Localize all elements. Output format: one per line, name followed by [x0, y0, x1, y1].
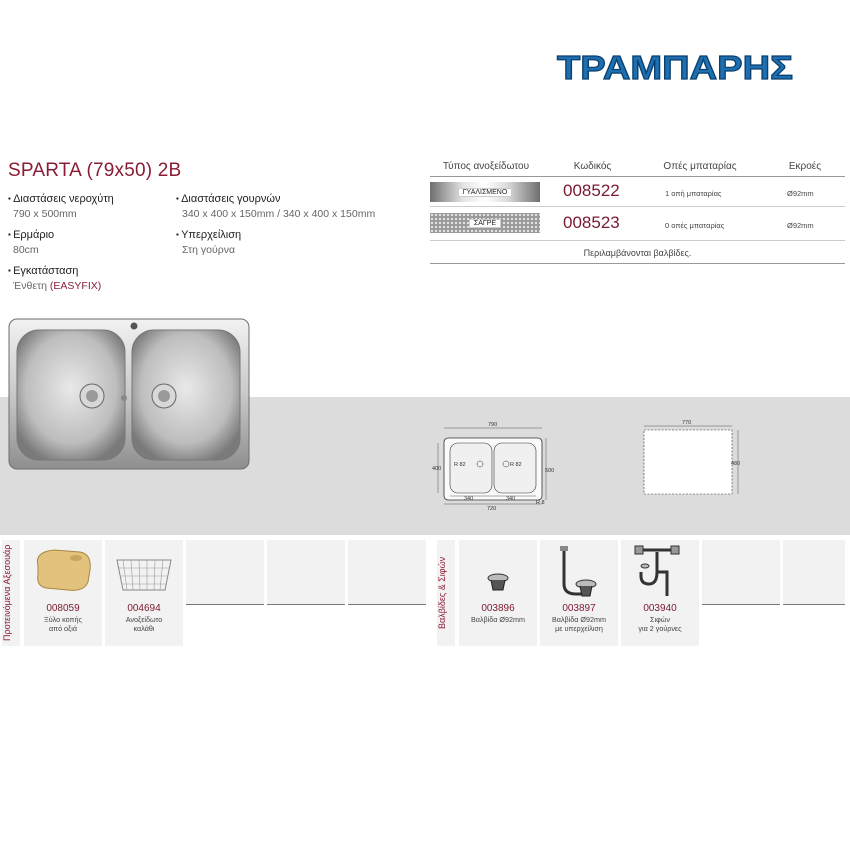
cutout-height: 480 — [731, 461, 741, 467]
spec-label-cabinet: ▪ Ερμάριο — [8, 229, 54, 241]
dim-bowl-height: 400 — [432, 466, 442, 472]
accessory-desc: Ξύλο κοπής — [44, 615, 82, 624]
empty-slot — [702, 540, 780, 605]
valve-card[interactable] — [621, 540, 699, 646]
row-divider — [430, 206, 845, 207]
product-title: SPARTA (79x50) 2B — [8, 160, 182, 181]
accessories-label: Προτεινόμενα Αξεσουάρ — [2, 544, 12, 642]
variant-tap-holes: 0 οπές μπαταρίας — [665, 221, 725, 230]
dim-bowl-radius: R 82 — [454, 462, 466, 468]
finish-label-satin: ΣΑΓΡΕ — [469, 219, 501, 228]
finish-label-polished: ΓΥΑΛΙΣΜΕΝΟ — [458, 188, 513, 197]
table-divider — [430, 176, 845, 177]
empty-slot — [348, 540, 426, 605]
valve-desc: με υπερχείλιση — [555, 624, 603, 633]
valve-desc: Σιφών — [650, 615, 670, 624]
valve-desc: Βαλβίδα Ø92mm — [552, 615, 606, 624]
accessory-desc: Ανοξείδωτο — [125, 615, 163, 624]
wire-basket-icon — [113, 546, 175, 596]
svg-text:ΤΡΑΜΠΑΡΗΣ: ΤΡΑΜΠΑΡΗΣ — [557, 49, 793, 86]
sink-product-image — [8, 318, 250, 470]
valve-code: 003897 — [562, 603, 596, 614]
row-divider — [430, 240, 845, 241]
finish-swatch-satin — [430, 213, 540, 233]
valves-label-cell — [437, 540, 455, 646]
installation-type: Ένθετη — [13, 280, 47, 292]
accessory-desc: από οξιά — [48, 624, 78, 633]
dim-sink-height: 500 — [545, 468, 555, 474]
header-finish: Τύπος ανοξείδωτου — [442, 161, 530, 172]
spec-label-sink-dimensions: ▪ Διαστάσεις νεροχύτη — [8, 193, 114, 205]
dim-inner-width: 720 — [487, 506, 497, 512]
spec-value-bowl-dimensions: 340 x 400 x 150mm / 340 x 400 x 150mm — [182, 208, 376, 220]
cutout-width: 770 — [682, 420, 692, 426]
spec-label-installation: ▪ Εγκατάσταση — [8, 265, 78, 277]
accessories-label-cell — [2, 540, 20, 646]
overflow-valve-icon — [556, 544, 602, 600]
valve-desc: Βαλβίδα Ø92mm — [471, 615, 525, 624]
header-code: Κωδικός — [573, 161, 612, 172]
installation-system: (EASYFIX) — [49, 280, 102, 292]
valve-code: 003940 — [643, 603, 677, 614]
dim-corner: R 8 — [536, 500, 545, 506]
accessory-card[interactable] — [24, 540, 102, 646]
valve-code: 003896 — [481, 603, 515, 614]
valves-label: Βαλβίδες & Σιφών — [437, 556, 447, 630]
spec-value-installation — [13, 280, 101, 292]
dim-bowl-width: 340 — [464, 496, 474, 502]
empty-slot — [267, 540, 345, 605]
valve-card[interactable] — [459, 540, 537, 646]
cutout-dimension-drawing — [640, 418, 748, 500]
table-bottom-line — [430, 263, 845, 264]
spec-value-overflow: Στη γούρνα — [182, 244, 236, 256]
spec-value-cabinet: 80cm — [13, 244, 39, 256]
variant-code: 008523 — [563, 213, 620, 232]
valves-included-note: Περιλαμβάνονται βαλβίδες. — [583, 248, 692, 258]
spec-value-sink-dimensions: 790 x 500mm — [13, 208, 77, 220]
empty-slot — [186, 540, 264, 605]
accessory-code: 008059 — [46, 603, 80, 614]
valve-desc: για 2 γούρνες — [638, 624, 682, 633]
dim-bowl-radius: R 82 — [510, 462, 522, 468]
basket-valve-icon — [483, 570, 513, 596]
spec-label-overflow: ▪ Υπερχείλιση — [176, 229, 241, 241]
siphon-icon — [633, 542, 687, 600]
empty-slot — [783, 540, 845, 605]
accessory-desc: καλάθι — [133, 624, 155, 633]
dim-bowl-width: 340 — [506, 496, 516, 502]
variant-code: 008522 — [563, 181, 620, 200]
variant-outlet: Ø92mm — [787, 189, 814, 198]
variant-outlet: Ø92mm — [787, 221, 814, 230]
accessory-code: 004694 — [127, 603, 161, 614]
header-outlets: Εκροές — [788, 161, 822, 172]
header-tap-holes: Οπές μπαταρίας — [663, 161, 737, 172]
finish-swatch-polished — [430, 182, 540, 202]
spec-label-bowl-dimensions: ▪ Διαστάσεις γουρνών — [176, 193, 281, 205]
variant-tap-holes: 1 οπή μπαταρίας — [665, 189, 722, 198]
accessory-card[interactable] — [105, 540, 183, 646]
brand-logo — [555, 50, 795, 86]
sink-dimension-drawing — [432, 412, 555, 512]
valve-card[interactable] — [540, 540, 618, 646]
dim-total-width: 790 — [488, 422, 498, 428]
cutting-board-icon — [32, 544, 94, 596]
